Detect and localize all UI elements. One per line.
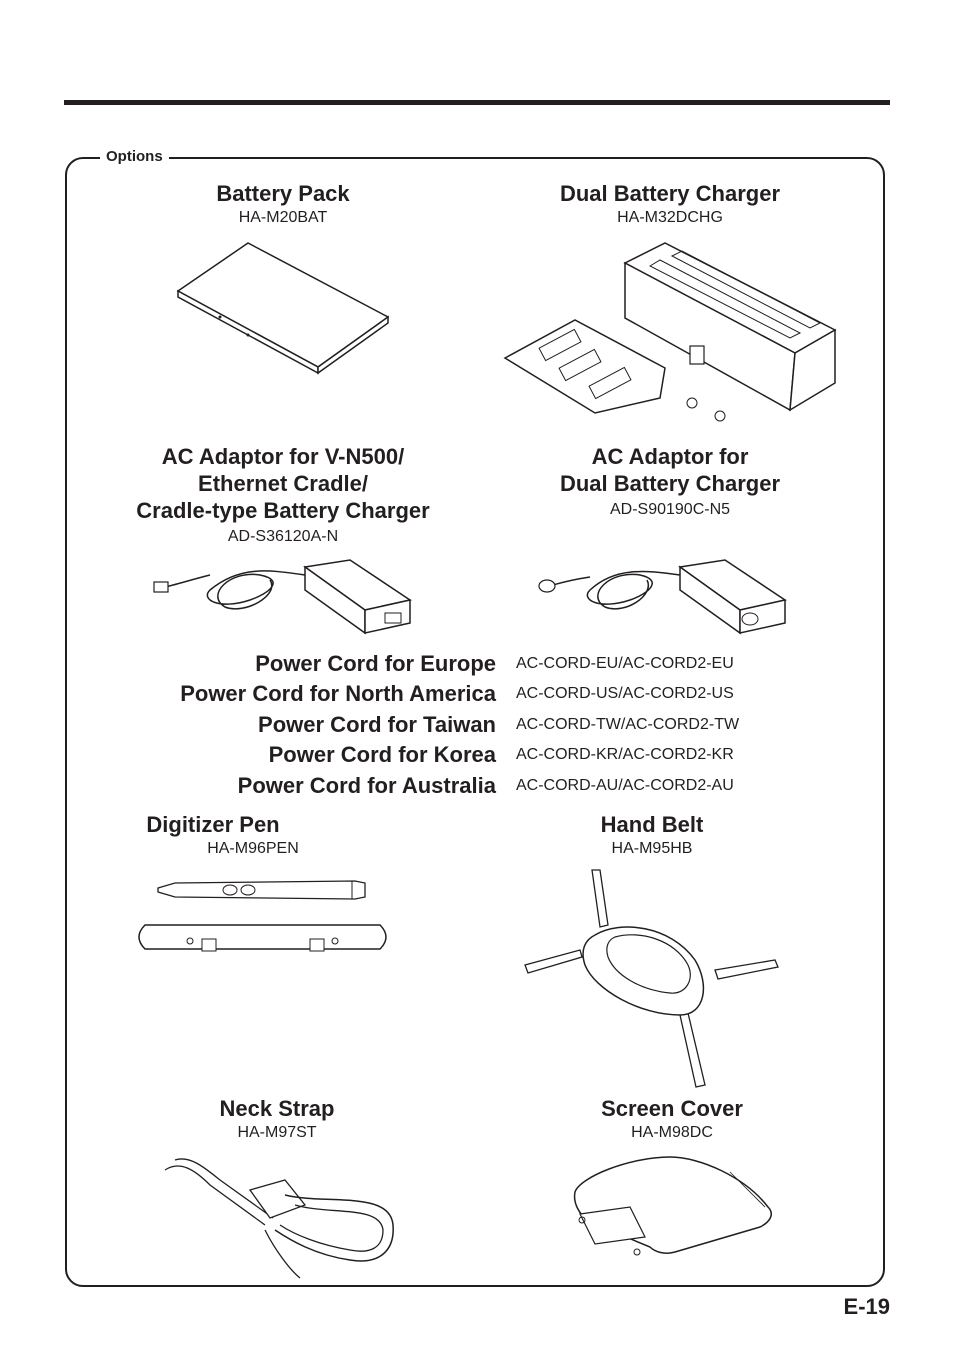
ac-adaptor-1-title-line: Ethernet Cradle/ (198, 471, 368, 496)
battery-pack-block (183, 180, 383, 229)
neck-strap-illustration (155, 1150, 400, 1280)
power-cord-code: AC-CORD-EU/AC-CORD2-EU (516, 655, 734, 672)
dual-charger-code: HA-M32DCHG (617, 209, 723, 226)
digitizer-pen-code: HA-M96PEN (207, 840, 299, 857)
screen-cover-block (582, 1095, 762, 1144)
power-cord-code: AC-CORD-KR/AC-CORD2-KR (516, 746, 734, 763)
ac-adaptor-1-illustration (150, 555, 420, 640)
power-cord-code: AC-CORD-AU/AC-CORD2-AU (516, 777, 734, 794)
hand-belt-code: HA-M95HB (611, 840, 693, 857)
ac-adaptor-1-block (113, 443, 453, 548)
screen-cover-code: HA-M98DC (631, 1124, 713, 1141)
ac-adaptor-2-block (540, 443, 800, 521)
power-cord-code: AC-CORD-US/AC-CORD2-US (516, 685, 734, 702)
power-cord-name: Power Cord for North America (180, 681, 496, 706)
hand-belt-title: Hand Belt (600, 812, 704, 837)
hand-belt-illustration (520, 865, 785, 1090)
dual-charger-illustration (500, 238, 840, 438)
ac-adaptor-2-code: AD-S90190C-N5 (609, 501, 731, 518)
power-cord-name: Power Cord for Korea (268, 742, 496, 767)
battery-pack-illustration (170, 235, 400, 375)
neck-strap-code: HA-M97ST (237, 1124, 317, 1141)
ac-adaptor-1-title-line: AC Adaptor for V-N500/ (161, 444, 405, 469)
battery-pack-code: HA-M20BAT (238, 209, 328, 226)
page-number: E-19 (843, 1294, 890, 1319)
power-cord-code: AC-CORD-TW/AC-CORD2-TW (516, 716, 740, 733)
ac-adaptor-1-code: AD-S36120A-N (227, 528, 339, 545)
hand-belt-block (562, 811, 742, 860)
battery-pack-title: Battery Pack (216, 181, 350, 206)
screen-cover-illustration (570, 1152, 775, 1262)
top-rule (64, 100, 890, 105)
digitizer-pen-illustration (130, 875, 400, 960)
power-cord-name: Power Cord for Australia (237, 773, 496, 798)
ac-adaptor-2-title-line: AC Adaptor for (591, 444, 749, 469)
section-label: Options (100, 146, 169, 168)
dual-charger-block (540, 180, 800, 229)
power-cord-name: Power Cord for Europe (255, 651, 496, 676)
digitizer-pen-title: Digitizer Pen (146, 812, 280, 837)
power-cord-name: Power Cord for Taiwan (258, 712, 496, 737)
digitizer-pen-block (113, 811, 313, 860)
neck-strap-block (187, 1095, 367, 1144)
dual-charger-title: Dual Battery Charger (559, 181, 781, 206)
neck-strap-title: Neck Strap (219, 1096, 335, 1121)
ac-adaptor-2-title-line: Dual Battery Charger (559, 471, 781, 496)
screen-cover-title: Screen Cover (601, 1096, 743, 1121)
ac-adaptor-1-title-line: Cradle-type Battery Charger (136, 498, 430, 523)
ac-adaptor-2-illustration (535, 555, 795, 640)
